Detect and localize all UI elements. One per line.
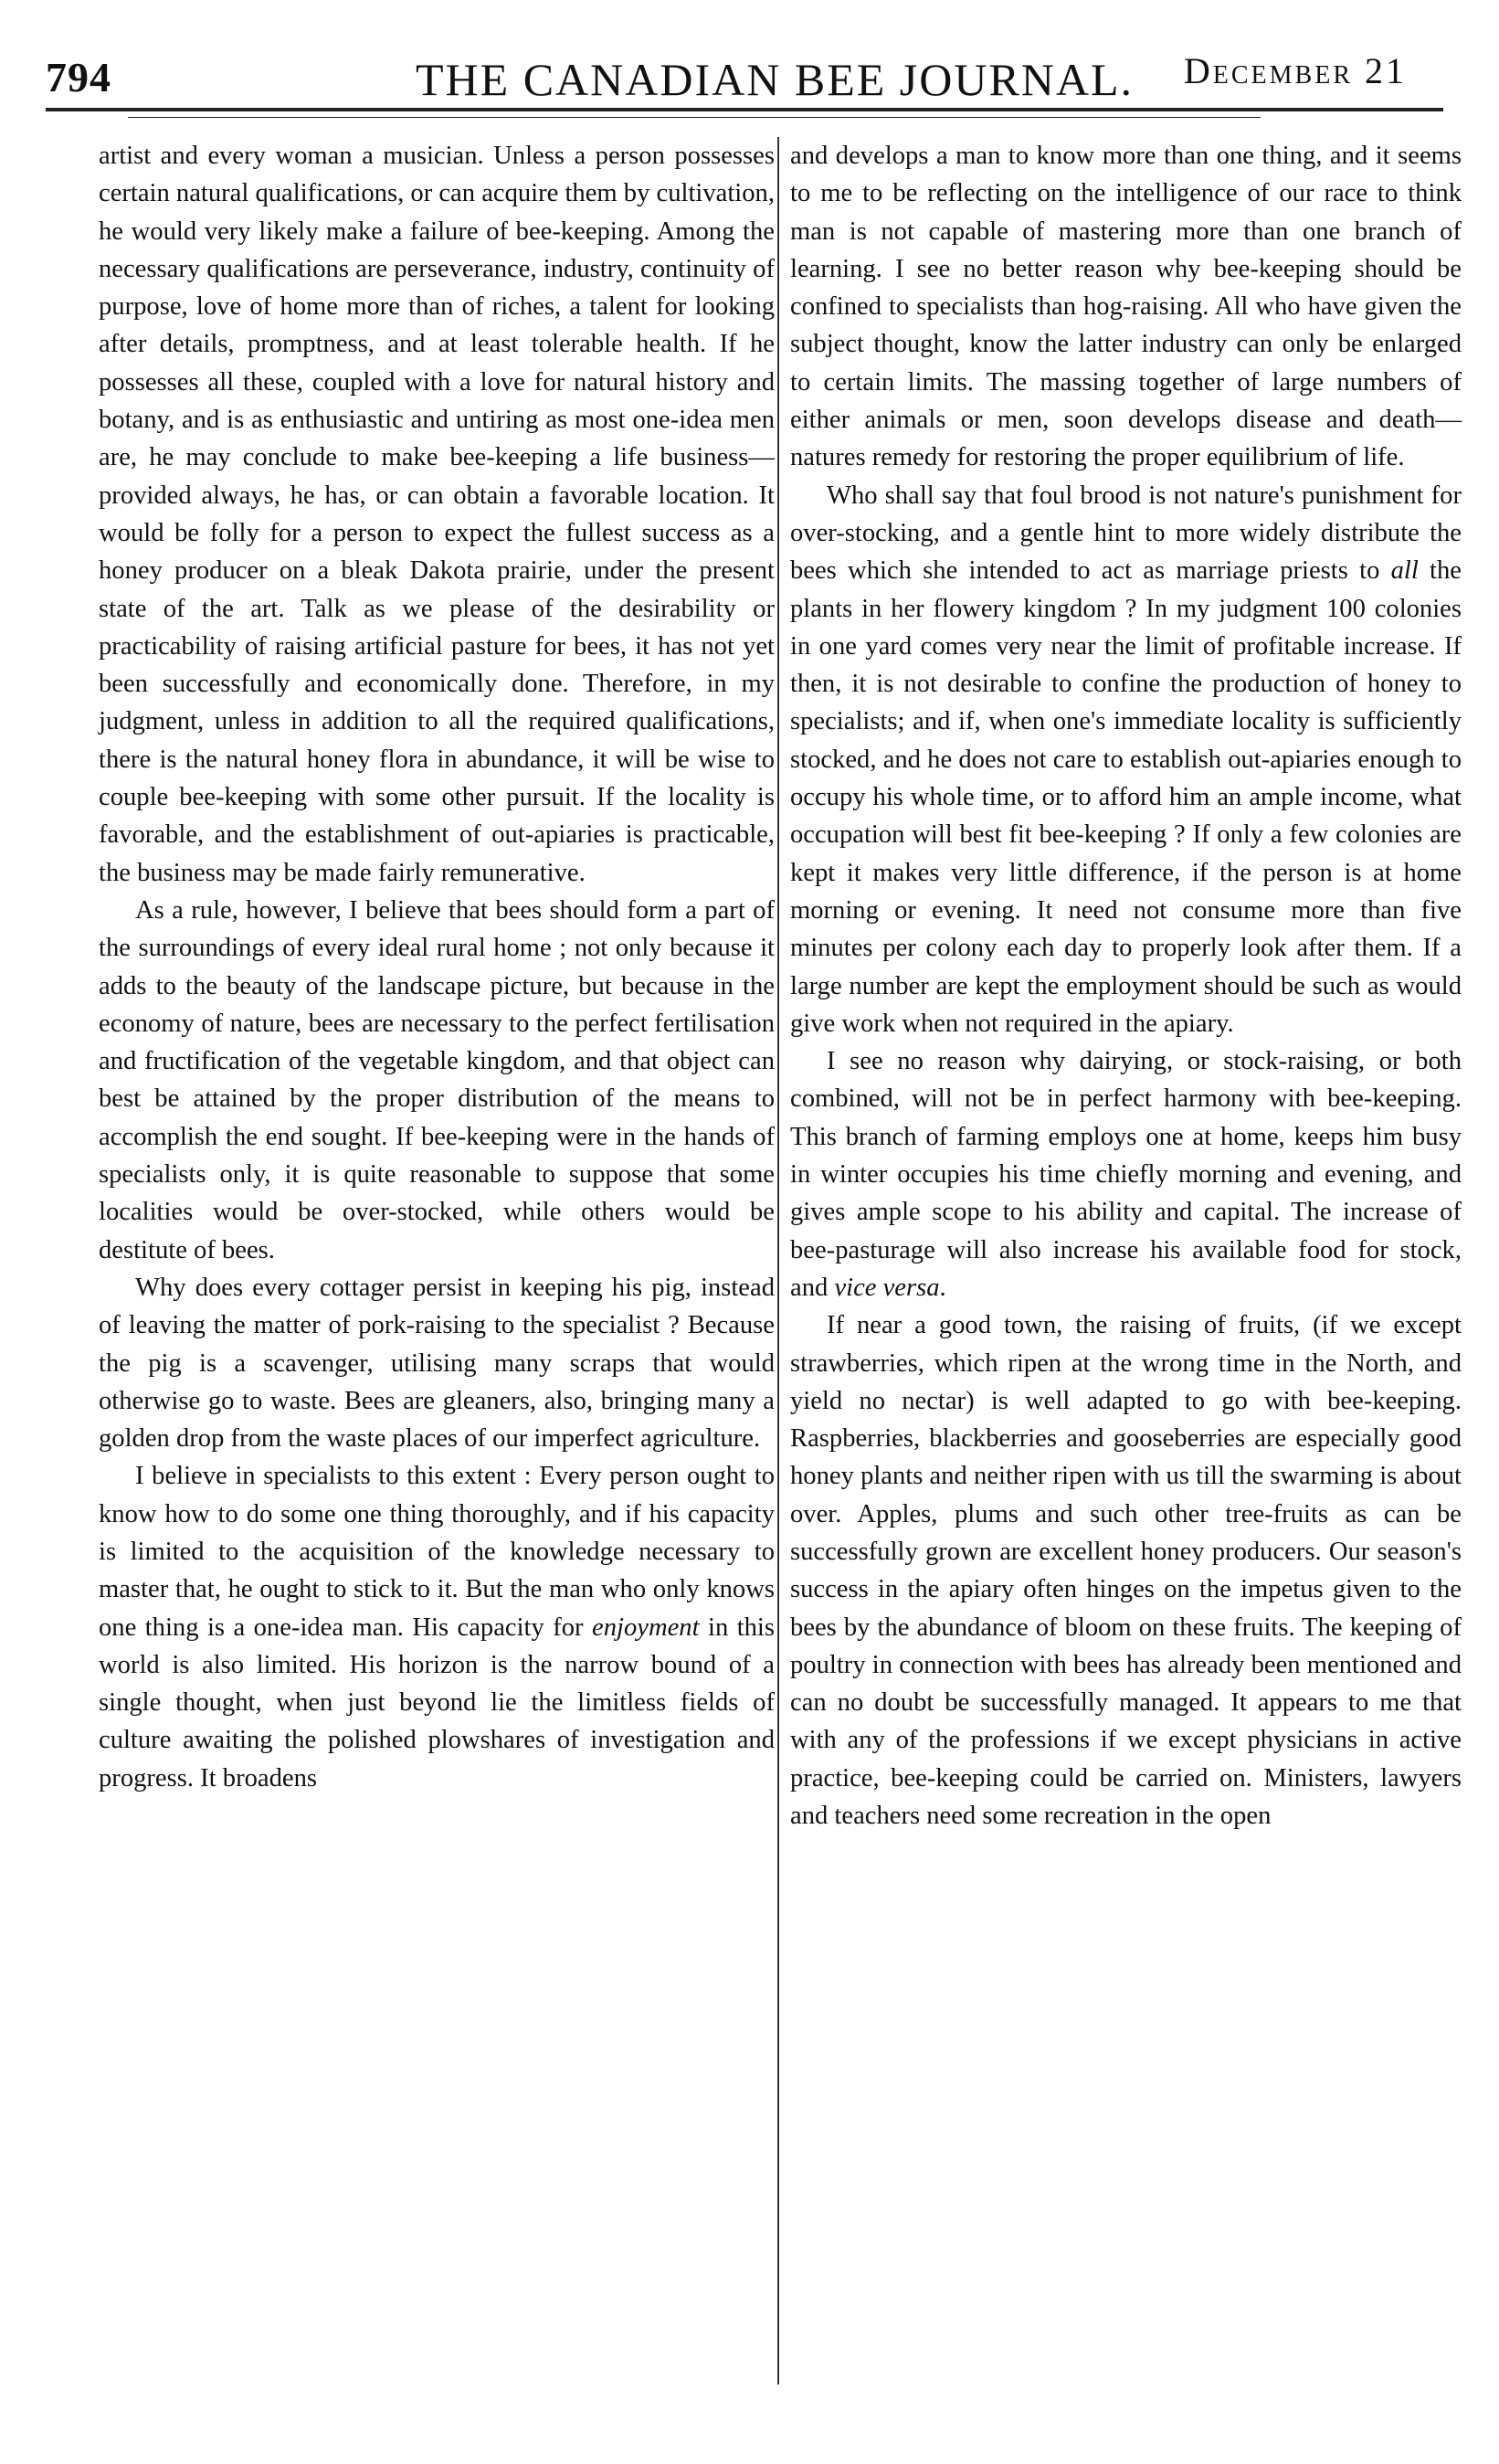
paragraph-text: I believe in specialists to this extent : Every person ought to know how to do some one thing thoroughly, and if his capacity is limited to the acquisition of the knowledge necessary to master that, he ought to stick to it. But the man who only knows one thing is a one-idea man. His capacity for xyxy=(99,1462,775,1642)
paragraph-text: in this world is also limited. His horizon is the narrow bound of a single thought, when just beyond lie the limitless fields of culture awaiting the polished plowshares of investigation and progress. It broadens xyxy=(99,1613,776,1792)
journal-title: THE CANADIAN BEE JOURNAL. xyxy=(416,54,1135,105)
emphasis-text: enjoyment xyxy=(592,1613,700,1642)
paragraph-text: . xyxy=(939,1273,946,1302)
page-number: 794 xyxy=(46,54,111,100)
paragraph: and develops a man to know more than one thing, and it seems to me to be reflecting on the intelligence of our race to think man is not capable of mastering more than one branch of learning. I see no better reason why bee-keeping should be confined to specialists than hog-raising. All who have given the subject thought, know the latter industry can only be enlarged to certain limits. The massing together of large numbers of either animals or men, soon develops disease and death—natures remedy for restoring the proper equilibrium of life. xyxy=(790,142,1462,472)
right-column xyxy=(790,137,1462,1835)
issue-date: December 21 xyxy=(1183,50,1407,91)
paragraph: If near a good town, the raising of fruits, (if we except strawberries, which ripen at the wrong time in the North, and yield no nectar) is well adapted to go with bee-keeping. Raspberries, blackberries and gooseberries are especially good honey plants and neither ripen with us till the swarming is about over. Apples, plums and such other tree-fruits as can be successfully grown are excellent honey producers. Our season's success in the apiary often hinges on the impetus given to the bees by the abundance of bloom on these fruits. The keeping of poultry in connection with bees has already been mentioned and can no doubt be successfully managed. It appears to me that with any of the professions if we except physicians in active practice, bee-keeping could be carried on. Ministers, lawyers and teachers need some recreation in the open xyxy=(790,1311,1462,1831)
header-rule-thin xyxy=(128,117,1261,118)
paragraph: artist and every woman a musician. Unless a person possesses certain natural qualifications, or can acquire them by cultivation, he would very likely make a failure of bee-keeping. Among the necessary qualifications are perseverance, industry, continuity of purpose, love of home more than of riches, a talent for looking after details, promptness, and at least tolerable health. If he possesses all these, coupled with a love for natural history and botany, and is as enthusiastic and untiring as most one-idea men are, he may conclude to make bee-keeping a life business—provided always, he has, or can obtain a favorable location. It would be folly for a person to expect the fullest success as a honey producer on a bleak Dakota prairie, under the present state of the art. Talk as we please of the desirability or practicability of raising artificial pasture for bees, it has not yet been successfully and economically done. Therefore, in my judgment, unless in addition to all the required qualifications, there is the natural honey flora in abundance, it will be wise to couple bee-keeping with some other pursuit. If the locality is favorable, and the establishment of out-apiaries is practicable, the business may be made fairly remunerative. xyxy=(99,142,775,887)
paragraph-text: Who shall say that foul brood is not nature's punishment for over-stocking, and a gentle hint to more widely distribute the bees which she intended to act as marriage priests to xyxy=(790,481,1462,586)
paragraph: As a rule, however, I believe that bees should form a part of the surroundings of every ideal rural home ; not only because it adds to the beauty of the landscape picture, but because in the economy of nature, bees are necessary to the perfect fertilisation and fructification of the vegetable kingdom, and that object can best be attained by the proper distribution of the means to accomplish the end sought. If bee-keeping were in the hands of specialists only, it is quite reasonable to suppose that some localities would be over-stocked, while others would be destitute of bees. xyxy=(99,895,775,1264)
paragraph: Why does every cottager persist in keeping his pig, instead of leaving the matter of pork-raising to the specialist ? Because the pig is a scavenger, utilising many scraps that would otherwise go to waste. Bees are gleaners, also, bringing many a golden drop from the waste places of our imperfect agriculture. xyxy=(99,1273,775,1454)
emphasis-text: all xyxy=(1390,556,1419,586)
paragraph xyxy=(790,477,1462,1042)
paragraph-text: I see no reason why dairying, or stock-raising, or both combined, will not be in perfect harmony with bee-keeping. This branch of farming employs one at home, keeps him busy in winter occupies his time chiefly morning and evening, and gives ample scope to his ability and capital. The increase of bee-pasturage will also increase his available food for stock, and xyxy=(790,1047,1462,1302)
paragraph xyxy=(790,1042,1462,1306)
paragraph-text: the plants in her flowery kingdom ? In my judgment 100 colonies in one yard comes very near the limit of profitable increase. If then, it is not desirable to confine the production of honey to specialists; and if, when one's immediate locality is sufficiently stocked, and he does not care to establish out-apiaries enough to occupy his whole time, or to afford him an ample income, what occupation will best fit bee-keeping ? If only a few colonies are kept it makes very little difference, if the person is at home morning or evening. It need not consume more than five minutes per colony each day to properly look after them. If a large number are kept the employment should be such as would give work when not required in the apiary. xyxy=(790,556,1462,1038)
left-column xyxy=(99,137,775,1797)
column-divider xyxy=(777,137,779,2385)
emphasis-text: vice versa xyxy=(834,1273,940,1302)
page-header xyxy=(46,48,1443,111)
header-rule xyxy=(46,108,1443,111)
paragraph xyxy=(99,1457,775,1797)
